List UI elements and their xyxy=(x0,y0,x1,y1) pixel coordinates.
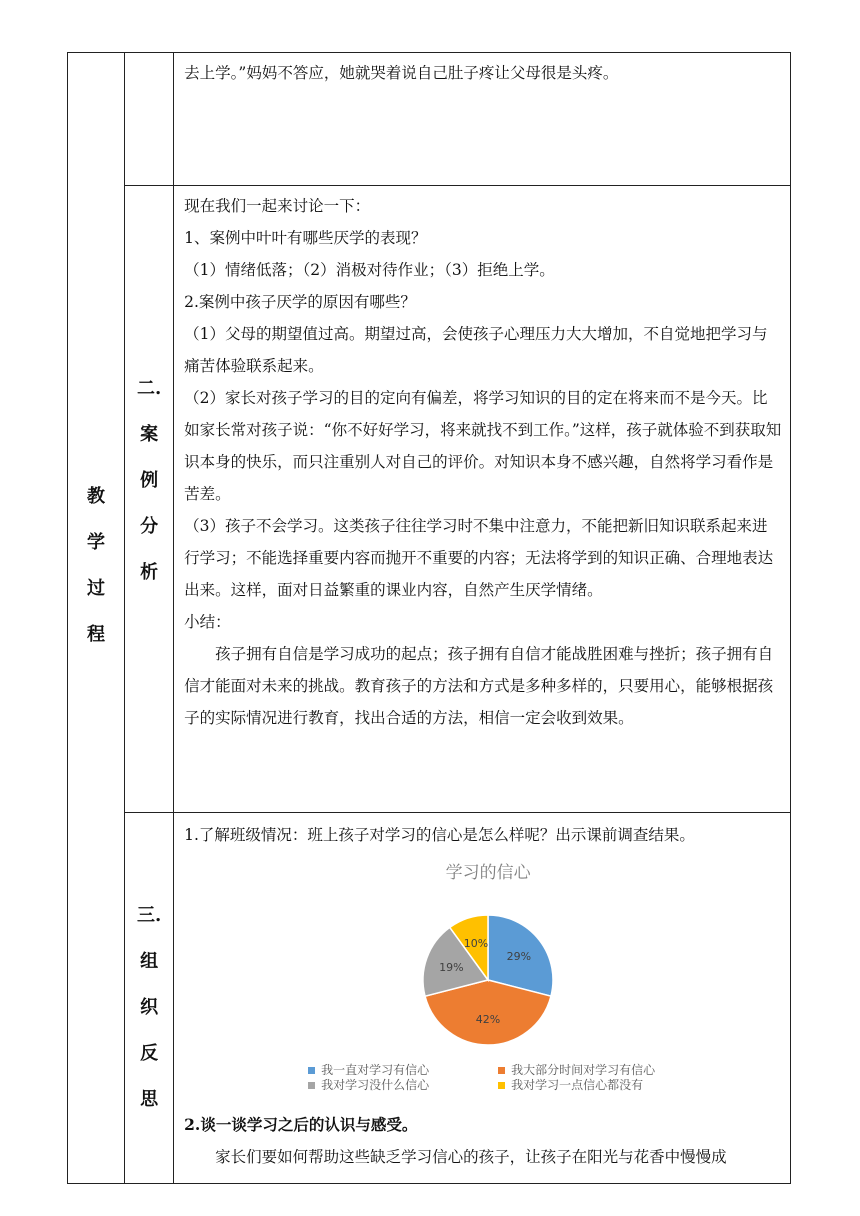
section2-content-cell xyxy=(174,186,791,813)
pie-data-label: 29% xyxy=(506,950,532,964)
pie-data-label: 10% xyxy=(463,936,489,950)
section1-content-cell xyxy=(174,53,791,186)
question-2: 2.案例中孩子厌学的原因有哪些？ xyxy=(184,293,416,311)
reason-1: （1）父母的期望值过高。期望过高，会使孩子心理压力大大增加，不自觉地把学习与痛苦体验联系起来。 xyxy=(184,325,768,375)
case-analysis-label-char: 案 xyxy=(140,424,159,445)
reflection-label-char: 思 xyxy=(140,1089,159,1110)
reason-3: （3）孩子不会学习。这类孩子往往学习时不集中注意力，不能把新旧知识联系起来进行学习；不能选择重要内容而抛开不重要的内容；无法将学到的知识正确、合理地表达出来。这样，面对日益繁重的课业内容，自然产生厌学情绪。 xyxy=(184,517,774,599)
question-feelings: 2.谈一谈学习之后的认识与感受。 xyxy=(184,1115,418,1134)
reflection-label-char: 三. xyxy=(136,905,162,926)
question-1: 1、案例中叶叶有哪些厌学的表现？ xyxy=(184,229,427,247)
legend-label: 我大部分时间对学习有信心 xyxy=(511,1063,656,1077)
pie-data-label: 42% xyxy=(475,1013,501,1026)
summary-text: 孩子拥有自信是学习成功的起点；孩子拥有自信才能战胜困难与挫折；孩子拥有自信才能面对未来的挑战。教育孩子的方法和方式是多种多样的，只要用心，能够根据孩子的实际情况进行教育，找出合适的方法，相信一定会收到效果。 xyxy=(184,645,774,727)
legend-swatch xyxy=(498,1082,505,1089)
legend-label: 我对学习没什么信心 xyxy=(321,1078,430,1092)
confidence-pie-chart xyxy=(208,859,768,1109)
legend-swatch xyxy=(498,1067,505,1074)
reflection-label-char: 织 xyxy=(140,997,159,1018)
pie-data-label: 19% xyxy=(439,960,464,974)
reason-2: （2）家长对孩子学习的目的定向有偏差，将学习知识的目的定在将来而不是今天。比如家长常对孩子说：“你不好好学习，将来就找不到工作。”这样，孩子就体验不到获取知识本身的快乐，而只注重别人对自己的评价。对知识本身不感兴趣，自然将学习看作是苦差。 xyxy=(184,389,782,503)
summary-heading: 小结： xyxy=(184,613,231,631)
process-label-char: 教 xyxy=(87,486,106,507)
reflection-label-char: 反 xyxy=(140,1043,159,1064)
survey-intro: 1.了解班级情况：班上孩子对学习的信心是怎么样呢？出示课前调查结果。 xyxy=(184,826,695,844)
case-analysis-label-char: 二. xyxy=(136,378,162,399)
reflection-label-char: 组 xyxy=(140,951,159,972)
case-analysis-label xyxy=(125,186,173,812)
section3-label-cell xyxy=(125,813,174,1184)
process-label-char: 学 xyxy=(87,532,106,553)
closing-text: 家长们要如何帮助这些缺乏学习信心的孩子，让孩子在阳光与花香中慢慢成 xyxy=(215,1148,727,1166)
legend-item-mostly-confident xyxy=(498,1063,655,1078)
lesson-table xyxy=(67,52,791,1184)
process-label-cell xyxy=(68,53,125,1184)
legend-item-little-confidence xyxy=(308,1078,429,1093)
section1-text: 去上学。”妈妈不答应，她就哭着说自己肚子疼让父母很是头疼。 xyxy=(184,64,619,82)
process-label-char: 程 xyxy=(87,624,106,645)
process-label-char: 过 xyxy=(87,578,106,599)
legend-swatch xyxy=(308,1067,315,1074)
chart-title: 学习的信心 xyxy=(445,863,531,883)
discussion-intro: 现在我们一起来讨论一下： xyxy=(184,197,371,215)
legend-swatch xyxy=(308,1082,315,1089)
teaching-process-label xyxy=(68,53,124,1079)
section3-content-cell xyxy=(174,813,791,1184)
section1-label-cell xyxy=(125,53,174,186)
answer-1: （1）情绪低落；（2）消极对待作业；（3）拒绝上学。 xyxy=(184,261,555,279)
legend-label: 我对学习一点信心都没有 xyxy=(511,1078,644,1092)
case-analysis-label-char: 析 xyxy=(140,562,159,583)
pie-svg xyxy=(208,859,768,1059)
legend-item-always-confident xyxy=(308,1063,429,1078)
legend-item-no-confidence xyxy=(498,1078,643,1093)
section2-label-cell xyxy=(125,186,174,813)
reflection-label xyxy=(125,813,173,1183)
legend-label: 我一直对学习有信心 xyxy=(321,1063,430,1077)
case-analysis-label-char: 分 xyxy=(140,516,159,537)
case-analysis-label-char: 例 xyxy=(140,470,159,491)
